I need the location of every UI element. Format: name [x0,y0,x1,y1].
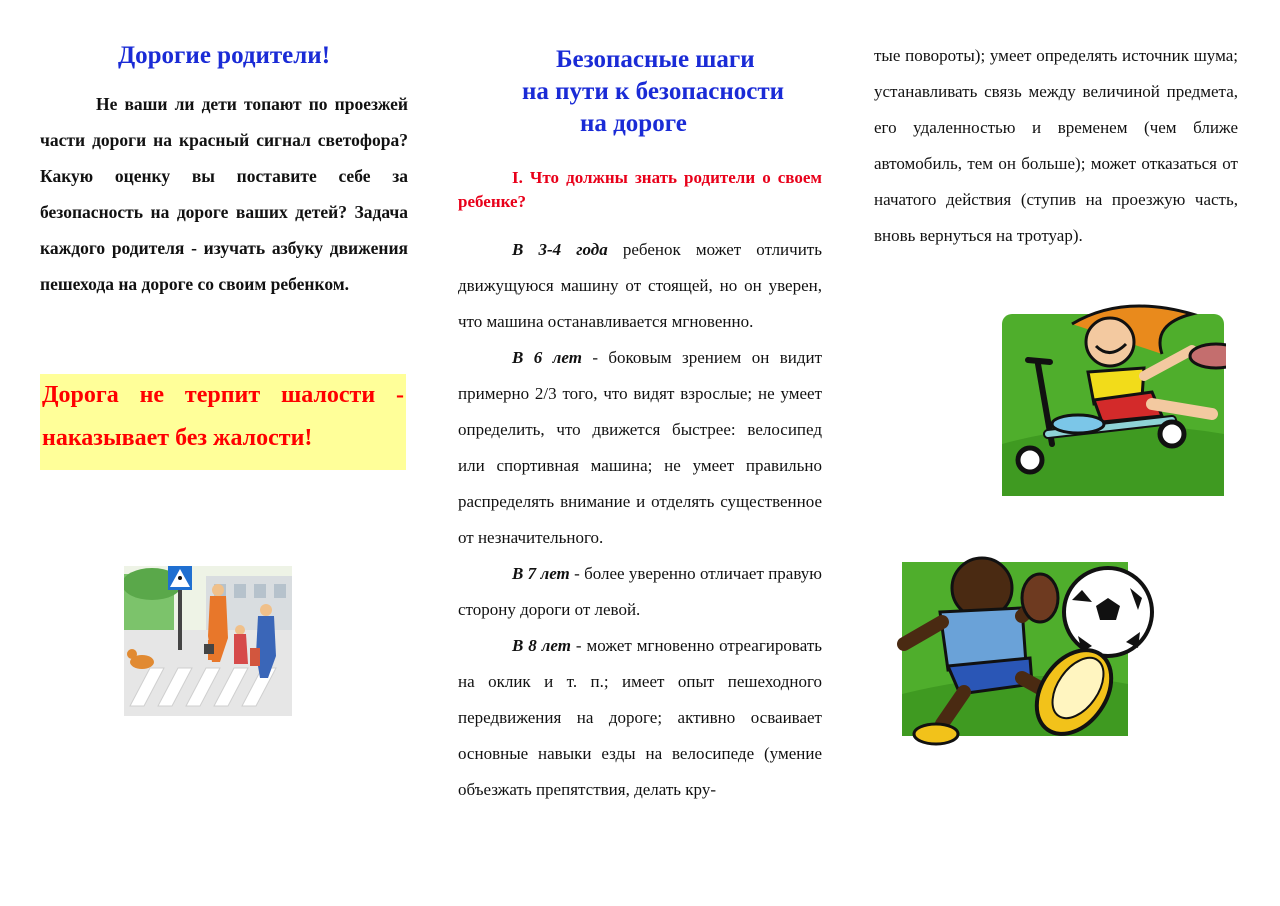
age-text: ребенок может отличить движущуюся машину от стоящей, но он уверен, что машина останавливается мгновенно. [458,240,822,331]
age-text: - боковым зрением он видит примерно 2/3 того, что видят взрослые; не умеет определить, что движется быстрее: велосипед или спортивная машина; не умеет правильно распределять внимание и отделять существенное от незначительного. [458,348,823,547]
scooter-illustration [1002,294,1226,498]
age-8-paragraph [458,628,822,808]
age-paragraphs [458,232,822,808]
section-heading: I. Что должны знать родители о своем ребенке? [458,168,822,211]
football-illustration [882,554,1162,750]
greeting-title: Дорогие родители! [117,42,331,69]
title-line-3: на дороге [580,110,687,137]
intro-text: Не ваши ли дети топают по проезжей части дороги на красный сигнал светофора? Какую оценку вы поставите себе за безопасность на дороге ваших детей? Задача каждого родителя - изучать азбуку движения пешехода на дороге со своим ребенком. [40,94,408,294]
age-3-4-paragraph [458,232,822,340]
age-label: В 6 лет [512,348,582,367]
slogan-box [40,374,406,470]
title-line-2: на пути к безопасности [522,78,784,105]
slogan-text: Дорога не терпит шалости - наказывает без жалости! [42,382,404,451]
age-6-paragraph [458,340,822,556]
brochure-title [458,44,822,140]
age-label: В 3-4 года [512,240,608,259]
crosswalk-illustration [124,566,292,716]
age-label: В 8 лет [512,636,571,655]
title-line-1: Безопасные шаги [556,46,755,73]
age-text: - может мгновенно отреагировать на оклик и т. п.; имеет опыт пешеходного передвижения на дороге; активно осваивает основные навыки езды на велосипеде (умение объезжать препятствия, делать кру- [458,636,822,799]
age-7-paragraph [458,556,822,628]
age-label: В 7 лет [512,564,570,583]
continued-text: тые повороты); умеет определять источник шума; устанавливать связь между величиной предмета, его удаленностью и временем (чем ближе автомобиль, тем он больше); может отказаться от начатого действия (ступив на проезжую часть, вновь вернуться на тротуар). [874,46,1238,245]
age-text: - более уверенно отличает правую сторону дороги от левой. [458,564,822,619]
